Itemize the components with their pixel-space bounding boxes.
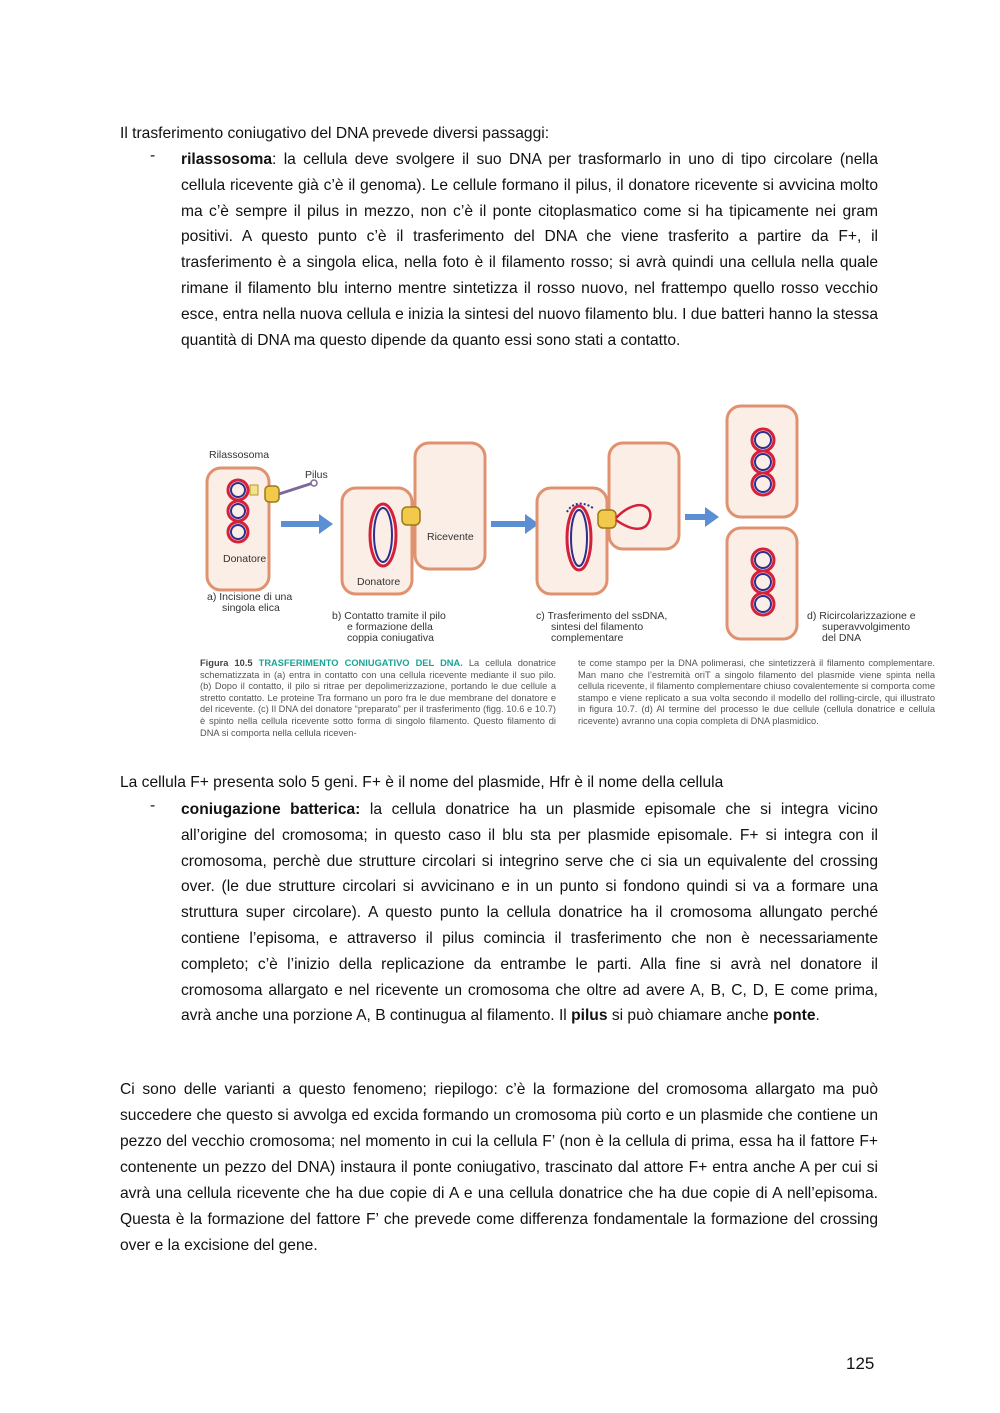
arrow-2: [491, 514, 539, 534]
recipient-cell-d: [727, 406, 797, 517]
step-c-line3: complementare: [551, 632, 624, 644]
bullet-coniugazione: [181, 797, 878, 1029]
label-rilassosoma: Rilassosoma: [209, 449, 270, 461]
fplus-paragraph: La cellula F+ presenta solo 5 geni. F+ è il nome del plasmide, Hfr è il nome della cellula: [120, 774, 724, 791]
figure-caption-left-text: La cellula donatrice schematizzata in (a) entra in contatto con una cellula ricevente mediante il suo pilo. (b) Dopo il contatto, il pilo si ritrae per depolimerizzazione, portando le due cellule a stretto contatto. Le proteine Tra formano un poro fra le due membrane del donatore e del ricevente. (c) Il DNA del donatore “preparato” per il trasferimento (figg. 10.6 e 10.7) è spinto nella cellula ricevente sotto forma di singolo filamento. Questo filamento di DNA si comporta nella cellula riceven-: [200, 658, 556, 738]
summary-paragraph: Ci sono delle varianti a questo fenomeno; riepilogo: c’è la formazione del cromosoma allargato ma può succedere che questo si avvolga ed excida formando un cromosoma più corto e un plasmide che contiene un pezzo del vecchio cromosoma; nel momento in cui la cellula F’ (non è la cellula di prima, essa ha il fattore F+ contenente un pezzo del DNA) instaura il ponte coniugativo, trascinato dal attore F+ entra anche A per cui si avrà una cellula ricevente che ha due copie di A e una cellula donatrice che ha due copie di A nell’episoma. Questa è la formazione del fattore F’ che prevede come differenza fondamentale la formazione del crossing over e la excisione del gene.: [120, 1081, 878, 1254]
term-pilus: pilus: [571, 1007, 608, 1025]
label-donatore-a: Donatore: [223, 553, 267, 565]
bullet-rilassosoma: [181, 147, 878, 353]
figure-title: TRASFERIMENTO CONIUGATIVO DEL DNA.: [258, 658, 463, 668]
recipient-cell-c: [609, 443, 679, 549]
term-coniugazione: coniugazione batterica:: [181, 801, 361, 818]
intro-paragraph: Il trasferimento coniugativo del DNA prevede diversi passaggi:: [120, 125, 550, 142]
figure-caption-left: [200, 658, 556, 739]
bullet-coniugazione-text-2: si può chiamare anche: [607, 1007, 774, 1025]
step-a-line1: a) Incisione di una: [207, 591, 293, 603]
label-pilus: Pilus: [305, 469, 328, 481]
step-d-line2: superavvolgimento: [822, 621, 911, 633]
donor-cell-d: [727, 528, 797, 639]
step-b-line2: e formazione della: [347, 621, 433, 633]
step-c-line1: c) Trasferimento del ssDNA,: [536, 610, 668, 622]
step-b-line1: b) Contatto tramite il pilo: [332, 610, 446, 622]
bullet-coniugazione-text: la cellula donatrice ha un plasmide episomale che si integra vicino all’origine del cromosoma; in questo caso il blu sta per plasmide episomale. F+ si integra con il cromosoma, perchè due strutture circolari si integrino serve che ci sia un equivalente del crossing over. (le due strutture circolari si avvicinano e in un punto si fondono quindi si va a formare una struttura super circolare). A questo punto la cellula donatrice ha il cromosoma allungato perché contiene l’episoma, e attraverso il pilus comincia il trasferimento che non è necessariamente completo; c’è l’inizio della replicazione da entrambe le parti. Alla fine si avrà nel donatore il cromosoma allargato e nel ricevente un cromosoma che oltre ad avere A, B, C, D, E come prima, avrà anche una porzione A, B continugua al filamento. Il: [181, 801, 878, 1025]
label-donatore-b: Donatore: [357, 576, 401, 588]
bullet-dash-2: -: [150, 797, 156, 814]
pore-b: [402, 507, 420, 525]
step-a-line2: singola elica: [222, 602, 280, 614]
figure-caption-right: te come stampo per la DNA polimerasi, che sintetizzerà il filamento complementare. Man mano che l’estremità oriT a singolo filamento del plasmide viene spinta nella cellula ricevente, il filamento complementare chiuso covalentemente si comporta come stampo e viene replicato a sua volta secondo il modello del rolling-circle, qui illustrato in figura 10.7. (d) Al termine del processo le due cellule (cellula donatrice e cellula ricevente) avranno una copia completa di DNA plasmidico.: [578, 658, 935, 726]
arrow-3: [685, 507, 719, 527]
donor-cell-a: [207, 468, 269, 590]
step-b-line3: coppia coniugativa: [347, 632, 434, 644]
step-d-line1: d) Ricircolarizzazione e: [807, 610, 916, 622]
recipient-cell-b: [415, 443, 485, 569]
arrow-1: [281, 514, 333, 534]
step-d-line3: del DNA: [822, 632, 862, 644]
bullet-coniugazione-text-3: .: [815, 1007, 820, 1025]
label-ricevente: Ricevente: [427, 531, 474, 543]
bullet-dash: -: [150, 147, 156, 164]
term-rilassosoma: rilassosoma: [181, 151, 273, 168]
step-c-line2: sintesi del filamento: [551, 621, 644, 633]
page-number: 125: [846, 1354, 875, 1373]
figure-number: Figura 10.5: [200, 658, 253, 668]
bullet-rilassosoma-text: : la cellula deve svolgere il suo DNA per trasformarlo in uno di tipo circolare (nella cellula ricevente già c’è il genoma). Le cellule formano il pilus, il donatore ricevente si avvicina molto ma c’è sempre il pilus in mezzo, non c’è il ponte citoplasmatico come si ha tipicamente nei gram positivi. A questo punto c’è il trasferimento del DNA che viene trasferito a partire da F+, il trasferimento è a singola elica, nella foto è il filamento rosso; si avrà quindi una cellula nella quale rimane il filamento blu interno mentre sintetizza il rosso nuovo, nel frattempo quello rosso vecchio esce, entra nella nuova cellula e inizia la sintesi del nuovo filamento blu. I due batteri hanno la stessa quantità di DNA ma questo dipende da quanto essi sono stati a contatto.: [181, 151, 878, 349]
term-ponte: ponte: [773, 1007, 816, 1025]
pilus-a: [265, 480, 317, 502]
pore-c: [598, 510, 616, 528]
